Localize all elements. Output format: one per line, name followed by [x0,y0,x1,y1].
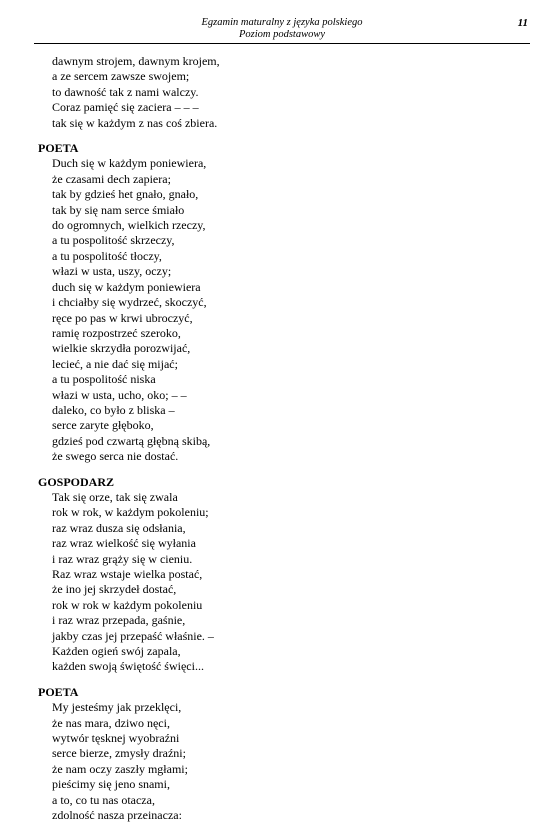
verse-line: ręce po pas w krwi ubroczyć, [52,310,193,325]
verse-line: a tu pospolitość tłoczy, [52,248,162,263]
verse-line: raz wraz wielkość się wyłania [52,536,196,551]
verse-line: a to, co tu nas otacza, [52,792,155,807]
page-header [34,15,530,44]
verse-line: Coraz pamięć się zaciera – – – [52,100,199,115]
verse-line: pieścimy się jeno snami, [52,777,170,792]
verse-line: a tu pospolitość niska [52,372,156,387]
speaker-name: GOSPODARZ [38,474,115,489]
verse-line: włazi w usta, uszy, oczy; [52,264,172,279]
stanza [38,685,518,824]
verse-line: i raz wraz przepada, gaśnie, [52,613,186,628]
verse-line: dawnym strojem, dawnym krojem, [52,54,220,68]
verse-line: duch się w każdym poniewiera [52,279,201,294]
verse-line: gdzieś pod czwartą głębną skibą, [52,433,211,448]
verse-line: a tu pospolitość skrzeczy, [52,233,175,248]
verse-line: do ogromnych, wielkich rzeczy, [52,218,206,233]
verse-line: i chciałby się wydrzeć, skoczyć, [52,295,207,310]
page-number: 11 [517,17,528,29]
verse-line: że czasami dech zapiera; [52,171,171,186]
verse-line: lecieć, a nie dać się mijać; [52,356,178,371]
verse-line: Każden ogień swój zapala, [52,644,181,659]
verse-line: rok w rok w każdym pokoleniu [52,597,203,612]
verse-line: a ze sercem zawsze swojem; [52,69,190,84]
exam-level: Poziom podstawowy [238,29,326,40]
speaker-name: POETA [38,141,79,156]
verse-line: tak by gdzieś het gnało, gnało, [52,187,199,202]
verse-line: każden swoją świętość święci... [52,659,204,674]
verse-line: wielkie skrzydła porozwijać, [52,341,191,356]
verse-line: Tak się orze, tak się zwala [52,489,178,504]
verse-line: zdolność nasza przeinacza: [52,808,182,823]
verse-line: że nas mara, dziwo nęci, [52,715,170,730]
verse-line: że swego serca nie dostać. [52,449,179,464]
verse-line: że ino jej skrzydeł dostać, [52,582,177,597]
verse-line: wytwór tęsknej wyobraźni [52,731,180,746]
verse-line: i raz wraz grąży się w cieniu. [52,551,193,566]
verse-line: Raz wraz wstaje wielka postać, [52,567,203,581]
verse-line: tak się w każdym z nas coś zbiera. [52,115,218,130]
verse-line: Duch się w każdym poniewiera, [52,156,207,171]
verse-line: jakby czas jej przepaść właśnie. – [52,628,214,643]
verse-line: serce zaryte głęboko, [52,418,154,433]
stanza [38,54,518,131]
verse-line: raz wraz dusza się odsłania, [52,520,186,535]
verse-line: daleko, co było z bliska – [52,402,175,417]
stanza [38,141,518,465]
verse-line: to dawność tak z nami walczy. [52,84,199,99]
verse-line: rok w rok, w każdym pokoleniu; [52,505,209,520]
verse-line: My jesteśmy jak przeklęci, [52,700,182,715]
verse-line: włazi w usta, ucho, oko; – – [52,387,187,402]
verse-line: że nam oczy zaszły mgłami; [52,761,188,776]
stanza [38,475,518,675]
verse-line: serce bierze, zmysły draźni; [52,746,186,761]
speaker-name: POETA [38,684,79,699]
poem-text [38,54,518,824]
exam-title: Egzamin maturalny z języka polskiego [201,17,363,28]
verse-line: ramię rozpostrzeć szeroko, [52,325,181,340]
verse-line: tak by się nam serce śmiało [52,202,185,217]
